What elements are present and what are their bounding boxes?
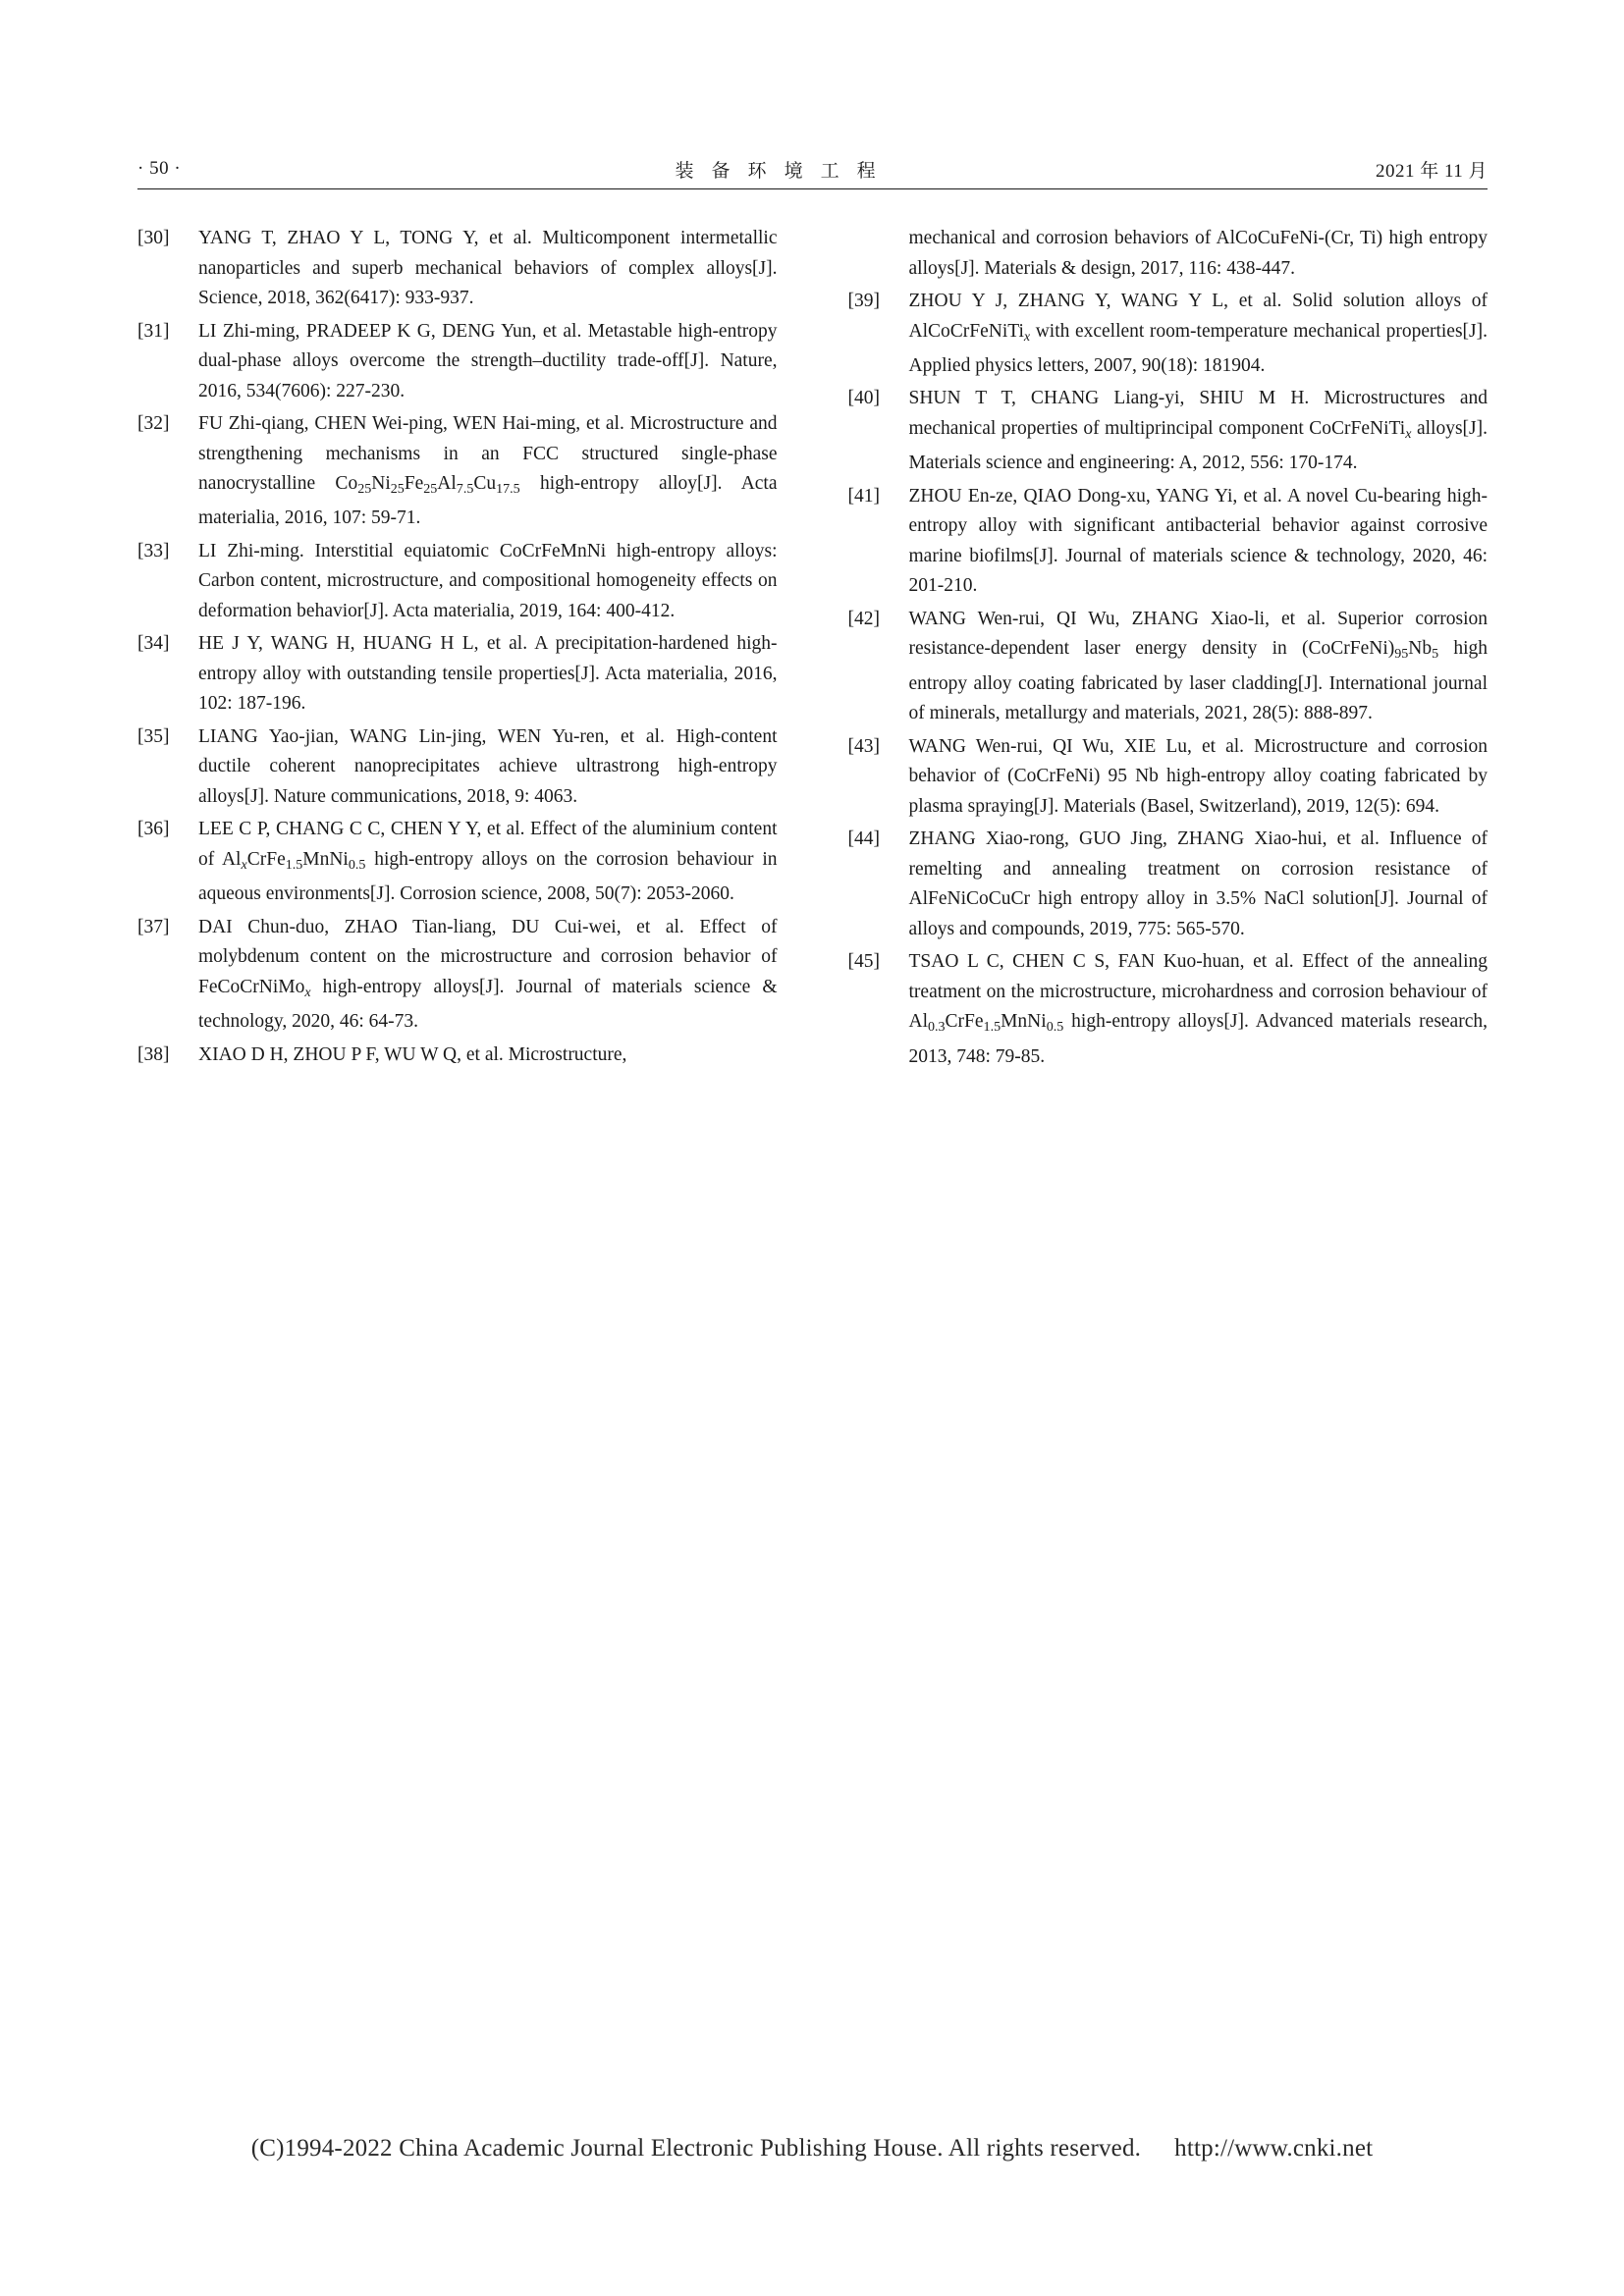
right-column (848, 224, 1489, 1075)
reference-entry-continuation (848, 224, 1489, 284)
reference-text: LIANG Yao-jian, WANG Lin-jing, WEN Yu-ren, et al. High-content ductile coherent nanoprecipitates achieve ultrastrong high-entropy alloys[J]. Nature communications, 2018, 9: 4063. (198, 725, 778, 807)
reference-number: [30] (137, 228, 170, 248)
reference-text: LI Zhi-ming, PRADEEP K G, DENG Yun, et al. Metastable high-entropy dual-phase alloys overcome the strength–ductility trade-off[J]. Nature, 2016, 534(7606): 227-230. (198, 320, 778, 401)
reference-number (848, 224, 909, 284)
reference-text: TSAO L C, CHEN C S, FAN Kuo-huan, et al. Effect of the annealing treatment on the microstructure, microhardness and corrosion behaviour of $Al_{0.3}CrFe_{1.5}MnNi_{0.5}$ high-entropy alloys[J]. Advanced materials research, 2013, 748: 79-85. (908, 951, 1488, 1067)
reference-number: [43] (847, 735, 880, 757)
reference-number: [44] (847, 828, 880, 850)
reference-number: [33] (137, 540, 170, 561)
reference-entry (848, 947, 1489, 1072)
cnki-url: http://www.cnki.net (1174, 2135, 1374, 2162)
reference-text: YANG T, ZHAO Y L, TONG Y, et al. Multicomponent intermetallic nanoparticles and superb mechanical behaviors of complex alloys[J]. Science, 2018, 362(6417): 933-937. (198, 228, 778, 308)
reference-entry (137, 629, 778, 720)
reference-entry (137, 317, 778, 407)
issue-date: 2021 年 11 月 (1375, 160, 1488, 182)
reference-columns (137, 224, 1488, 1075)
reference-text: WANG Wen-rui, QI Wu, ZHANG Xiao-li, et al. Superior corrosion resistance-dependent laser energy density in $(CoCrFeNi)_{95}Nb_5$ high entropy alloy coating fabricated by laser cladding[J]. International journal of minerals, metallurgy and materials, 2021, 28(5): 888-897. (908, 608, 1488, 724)
reference-text: ZHOU Y J, ZHANG Y, WANG Y L, et al. Solid solution alloys of AlCoCrFeNiTi$_x$ with excellent room-temperature mechanical properties[J]. Applied physics letters, 2007, 90(18): 181904. (908, 291, 1488, 376)
reference-number: [37] (137, 916, 170, 937)
reference-number: [34] (137, 633, 170, 655)
reference-entry (137, 1041, 778, 1071)
reference-entry (137, 409, 778, 534)
journal-title: 装 备 环 境 工 程 (675, 159, 882, 182)
reference-number: [45] (847, 951, 880, 973)
reference-number: [36] (137, 819, 170, 840)
reference-text: mechanical and corrosion behaviors of AlCoCuFeNi-(Cr, Ti) high entropy alloys[J]. Materials & design, 2017, 116: 438-447. (908, 228, 1488, 279)
reference-text: ZHANG Xiao-rong, GUO Jing, ZHANG Xiao-hui, et al. Influence of remelting and annealing treatment on corrosion resistance of AlFeNiCoCuCr high entropy alloy in 3.5% NaCl solution[J]. Journal of alloys and compounds, 2019, 775: 565-570. (908, 828, 1488, 939)
reference-entry (848, 732, 1489, 823)
reference-entry (137, 913, 778, 1038)
reference-number: [35] (137, 725, 170, 747)
reference-text: HE J Y, WANG H, HUANG H L, et al. A precipitation-hardened high-entropy alloy with outstanding tensile properties[J]. Acta materialia, 2016, 102: 187-196. (198, 633, 778, 715)
reference-entry (848, 384, 1489, 478)
reference-entry (137, 224, 778, 314)
reference-entry (848, 825, 1489, 944)
reference-text: SHUN T T, CHANG Liang-yi, SHIU M H. Microstructures and mechanical properties of multiprincipal component CoCrFeNiTi$_x$ alloys[J]. Materials science and engineering: A, 2012, 556: 170-174. (908, 388, 1488, 474)
copyright-text: (C)1994-2022 China Academic Journal Electronic Publishing House. All rights reserved. (250, 2135, 1142, 2162)
reference-entry (137, 537, 778, 627)
reference-number: [32] (137, 413, 170, 434)
reference-entry (137, 722, 778, 813)
reference-number: [38] (137, 1043, 170, 1065)
reference-text: LI Zhi-ming. Interstitial equiatomic CoCrFeMnNi high-entropy alloys: Carbon content, microstructure, and compositional homogeneity effects on deformation behavior[J]. Acta materialia, 2019, 164: 400-412. (198, 540, 778, 621)
reference-number: [39] (847, 291, 880, 311)
page-number: · 50 · (137, 158, 182, 179)
reference-text: DAI Chun-duo, ZHAO Tian-liang, DU Cui-wei, et al. Effect of molybdenum content on the microstructure and corrosion behavior of FeCoCrNiMo$_x$ high-entropy alloys[J]. Journal of materials science & technology, 2020, 46: 64-73. (198, 916, 778, 1033)
reference-entry (848, 287, 1489, 381)
reference-number: [31] (137, 320, 170, 342)
header-divider (137, 188, 1488, 189)
reference-text: LEE C P, CHANG C C, CHEN Y Y, et al. Effect of the aluminium content of $Al_xCrFe_{1.5}MnNi_{0.5}$ high-entropy alloys on the corrosion behaviour in aqueous environments[J]. Corrosion science, 2008, 50(7): 2053-2060. (198, 819, 778, 905)
reference-entry (137, 815, 778, 909)
reference-number: [40] (847, 388, 880, 409)
copyright-footer (0, 2135, 1624, 2163)
reference-text: XIAO D H, ZHOU P F, WU W Q, et al. Microstructure, (198, 1043, 627, 1065)
running-head (137, 152, 1488, 186)
left-column (137, 224, 778, 1075)
reference-text: ZHOU En-ze, QIAO Dong-xu, YANG Yi, et al. A novel Cu-bearing high-entropy alloy with significant antibacterial behavior against corrosive marine biofilms[J]. Journal of materials science & technology, 2020, 46: 201-210. (908, 485, 1488, 597)
reference-entry (848, 482, 1489, 602)
reference-text: WANG Wen-rui, QI Wu, XIE Lu, et al. Microstructure and corrosion behavior of (CoCrFeNi) 95 Nb high-entropy alloy coating fabricated by plasma spraying[J]. Materials (Basel, Switzerland), 2019, 12(5): 694. (908, 735, 1488, 817)
reference-number: [42] (847, 608, 880, 629)
reference-text: FU Zhi-qiang, CHEN Wei-ping, WEN Hai-ming, et al. Microstructure and strengthening mechanisms in an FCC structured single-phase nanocrystalline $Co_{25}Ni_{25}Fe_{25}Al_{7.5}Cu_{17.5}$ high-entropy alloy[J]. Acta materialia, 2016, 107: 59-71. (198, 413, 778, 529)
reference-entry (848, 605, 1489, 729)
reference-number: [41] (847, 485, 880, 507)
